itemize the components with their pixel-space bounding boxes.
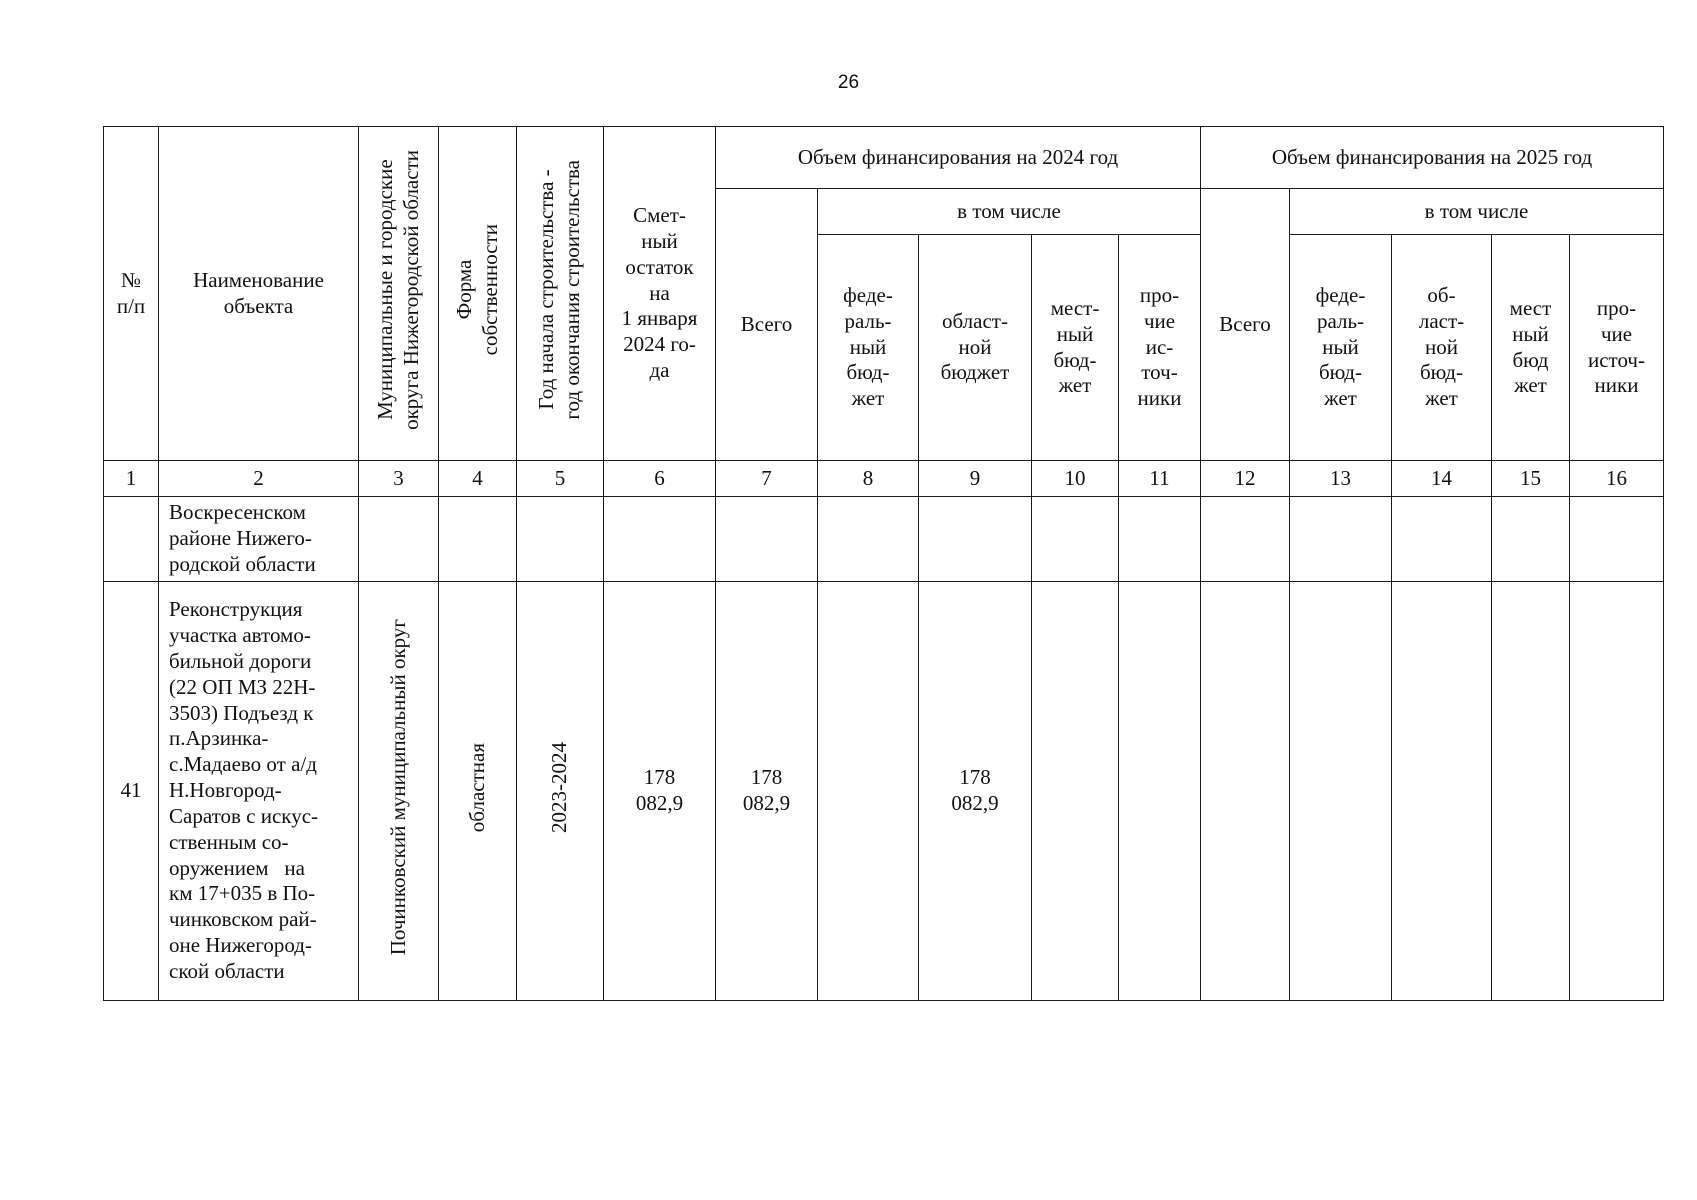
name-line: 3503) Подъезд к <box>169 700 314 725</box>
cell-regional-2024 <box>919 582 1032 1001</box>
header-line: ники <box>1137 386 1182 411</box>
header-remainder-line: ный <box>641 228 678 253</box>
header-line: бюд <box>1512 347 1549 372</box>
name-line: родской области <box>169 551 316 576</box>
column-number: 14 <box>1392 461 1492 497</box>
header-including-2025: в том числе <box>1290 189 1664 235</box>
header-ownership-line: собственности <box>477 224 502 356</box>
header-line: ный <box>1056 321 1094 346</box>
cell-other-2024 <box>1119 582 1201 1001</box>
header-remainder-line: да <box>649 358 670 383</box>
cell-years <box>517 497 604 582</box>
value-line: 178 <box>643 765 676 790</box>
header-line: мест- <box>1050 295 1100 320</box>
cell-name <box>159 497 359 582</box>
header-federal-2025 <box>1290 235 1392 461</box>
header-federal-2024 <box>818 235 919 461</box>
header-line: жет <box>851 386 885 411</box>
cell-num <box>104 497 159 582</box>
cell-local-2025 <box>1492 582 1570 1001</box>
header-remainder <box>604 127 716 461</box>
header-total-2024: Всего <box>716 189 818 461</box>
header-years-line: год окончания строительства <box>560 160 584 420</box>
header-name-line: объекта <box>223 293 294 318</box>
header-line: бюджет <box>940 360 1010 385</box>
cell-total-2024 <box>716 497 818 582</box>
header-regional-2025 <box>1392 235 1492 461</box>
header-ownership-text <box>452 224 504 355</box>
header-line: ный <box>1512 321 1549 346</box>
header-remainder-line: 1 января <box>621 306 698 331</box>
header-funding-2024: Объем финансирования на 2024 год <box>716 127 1201 189</box>
header-remainder-line: 2024 го- <box>623 332 696 357</box>
header-line: источ- <box>1588 347 1645 372</box>
cell-regional-2025 <box>1392 497 1492 582</box>
table-row <box>104 582 1664 1001</box>
column-number: 10 <box>1032 461 1119 497</box>
cell-num: 41 <box>104 582 159 1001</box>
column-number: 7 <box>716 461 818 497</box>
header-name-line: Наименование <box>193 267 324 292</box>
name-line: Саратов с искус- <box>169 803 319 828</box>
header-line: ласт- <box>1418 308 1465 333</box>
header-line: раль- <box>1316 308 1365 333</box>
header-num-line: № <box>120 267 142 292</box>
name-line: чинковском рай- <box>169 907 317 932</box>
cell-ownership <box>439 497 517 582</box>
value-line: 178 <box>750 765 783 790</box>
column-number: 4 <box>439 461 517 497</box>
header-other-2025 <box>1570 235 1664 461</box>
cell-ownership-text: областная <box>464 742 489 833</box>
header-funding-2025: Объем финансирования на 2025 год <box>1201 127 1664 189</box>
header-local-2025 <box>1492 235 1570 461</box>
name-line: участка автомо- <box>169 623 311 648</box>
name-line: бильной дороги <box>169 648 312 673</box>
name-line: с.Мадаево от а/д <box>169 752 317 777</box>
name-line: км 17+035 в По- <box>169 881 316 906</box>
column-number: 2 <box>159 461 359 497</box>
value-line: 178 <box>959 765 991 790</box>
header-line: жет <box>1514 373 1547 398</box>
column-number: 6 <box>604 461 716 497</box>
name-line: Воскресенском <box>169 500 306 525</box>
header-local-2024 <box>1032 235 1119 461</box>
name-line: оружением на <box>169 855 305 880</box>
header-ownership-line: Форма <box>451 260 476 320</box>
cell-other-2025 <box>1570 582 1664 1001</box>
header-years <box>517 127 604 461</box>
column-number-row <box>104 461 1664 497</box>
column-number: 3 <box>359 461 439 497</box>
column-number: 15 <box>1492 461 1570 497</box>
header-line: ный <box>1322 334 1359 359</box>
header-ownership <box>439 127 517 461</box>
cell-years <box>517 582 604 1001</box>
cell-federal-2025 <box>1290 497 1392 582</box>
header-line: бюд- <box>1053 347 1097 372</box>
column-number: 1 <box>104 461 159 497</box>
header-num-line: п/п <box>116 293 146 318</box>
header-line: ной <box>1425 334 1458 359</box>
column-number: 13 <box>1290 461 1392 497</box>
header-municipal-text <box>373 150 425 430</box>
cell-other-2024 <box>1119 497 1201 582</box>
header-name <box>159 127 359 461</box>
column-number: 11 <box>1119 461 1201 497</box>
header-line: бюд- <box>1319 360 1362 385</box>
name-line: районе Нижего- <box>169 526 312 551</box>
cell-total-2024 <box>716 582 818 1001</box>
header-line: ис- <box>1145 334 1174 359</box>
name-line: Н.Новгород- <box>169 778 282 803</box>
cell-ownership <box>439 582 517 1001</box>
funding-table <box>103 126 1664 1001</box>
name-line: ской области <box>169 958 285 983</box>
column-number: 5 <box>517 461 604 497</box>
header-regional-2024 <box>919 235 1032 461</box>
cell-municipal <box>359 497 439 582</box>
header-line: об- <box>1427 282 1456 307</box>
header-municipal <box>359 127 439 461</box>
header-line: чие <box>1143 308 1176 333</box>
header-line: точ- <box>1141 360 1178 385</box>
cell-other-2025 <box>1570 497 1664 582</box>
header-line: област- <box>942 308 1008 333</box>
header-remainder-line: на <box>649 280 670 305</box>
column-number: 12 <box>1201 461 1290 497</box>
column-number: 8 <box>818 461 919 497</box>
header-line: жет <box>1058 373 1092 398</box>
header-other-2024 <box>1119 235 1201 461</box>
name-line: (22 ОП МЗ 22Н- <box>169 674 316 699</box>
header-including-2024: в том числе <box>818 189 1201 235</box>
cell-name <box>159 582 359 1001</box>
table-row <box>104 497 1664 582</box>
name-line: п.Арзинка- <box>169 726 269 751</box>
cell-total-2025 <box>1201 497 1290 582</box>
name-line: Реконструкция <box>169 597 303 622</box>
header-line: ной <box>958 334 992 359</box>
header-line: жет <box>1324 386 1357 411</box>
value-line: 082,9 <box>951 791 999 815</box>
header-line: про- <box>1596 295 1637 320</box>
column-number: 9 <box>919 461 1032 497</box>
cell-years-text: 2023-2024 <box>547 742 572 834</box>
cell-federal-2024 <box>818 497 919 582</box>
cell-total-2025 <box>1201 582 1290 1001</box>
header-remainder-line: остаток <box>625 254 694 279</box>
header-line: раль- <box>844 308 892 333</box>
header-line: феде- <box>1315 282 1366 307</box>
header-municipal-line: Муниципальные и городские <box>372 159 397 421</box>
cell-regional-2024 <box>919 497 1032 582</box>
name-line: ственным со- <box>169 829 289 854</box>
value-line: 082,9 <box>635 791 684 815</box>
name-line: оне Нижегород- <box>169 933 312 958</box>
header-municipal-line: округа Нижегородской области <box>398 150 423 431</box>
header-line: ный <box>849 334 887 359</box>
cell-municipal-text: Починковский муниципальный округ <box>385 619 410 956</box>
cell-remainder <box>604 497 716 582</box>
value-line: 082,9 <box>742 791 791 815</box>
header-line: жет <box>1425 386 1458 411</box>
column-number: 16 <box>1570 461 1664 497</box>
header-line: мест <box>1509 295 1552 320</box>
header-line: феде- <box>843 282 893 307</box>
header-total-2025: Всего <box>1201 189 1290 461</box>
cell-regional-2025 <box>1392 582 1492 1001</box>
cell-local-2024 <box>1032 582 1119 1001</box>
header-years-text <box>534 160 586 420</box>
cell-remainder <box>604 582 716 1001</box>
cell-federal-2024 <box>818 582 919 1001</box>
header-num <box>104 127 159 461</box>
cell-municipal <box>359 582 439 1001</box>
header-years-line: Год начала строительства - <box>534 169 559 411</box>
header-line: бюд- <box>1420 360 1463 385</box>
cell-local-2025 <box>1492 497 1570 582</box>
header-line: бюд- <box>846 360 890 385</box>
cell-local-2024 <box>1032 497 1119 582</box>
page-number: 26 <box>837 72 860 93</box>
header-line: чие <box>1600 321 1633 346</box>
header-remainder-line: Смет- <box>633 203 686 228</box>
header-line: ники <box>1594 373 1639 398</box>
cell-federal-2025 <box>1290 582 1392 1001</box>
header-line: про- <box>1139 282 1180 307</box>
